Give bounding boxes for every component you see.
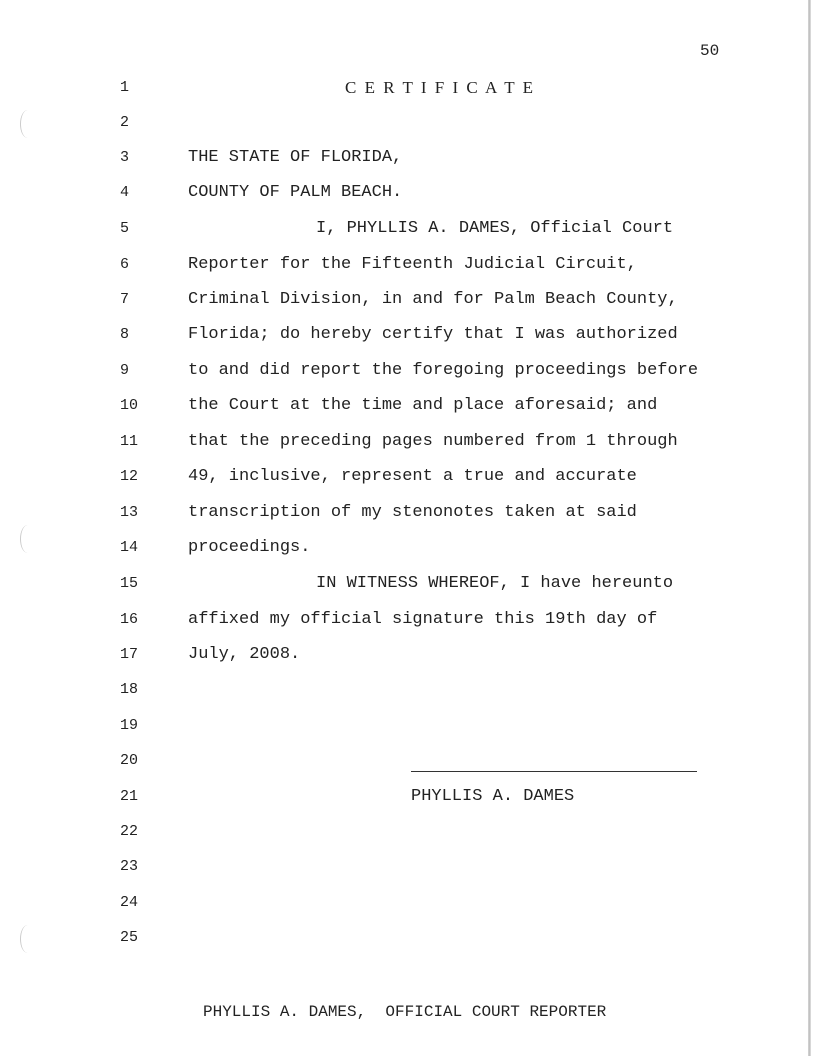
line-number: 11 xyxy=(120,433,139,450)
transcript-line: 49, inclusive, represent a true and accurate xyxy=(188,467,637,486)
line-number: 10 xyxy=(120,397,139,414)
transcript-line: Florida; do hereby certify that I was authorized xyxy=(188,325,678,344)
binder-hole-mark xyxy=(20,110,35,138)
line-number: 20 xyxy=(120,752,139,769)
line-number: 18 xyxy=(120,681,139,698)
binder-hole-mark xyxy=(20,925,35,953)
signer-name: PHYLLIS A. DAMES xyxy=(411,787,575,806)
line-number: 16 xyxy=(120,611,139,628)
line-number: 1 xyxy=(120,79,130,96)
line-number: 13 xyxy=(120,504,139,521)
transcript-line: July, 2008. xyxy=(188,645,301,664)
transcript-line: to and did report the foregoing proceedings before xyxy=(188,361,699,380)
certificate-heading: C E R T I F I C A T E xyxy=(345,78,536,97)
line-number: 4 xyxy=(120,184,130,201)
line-number: 17 xyxy=(120,646,139,663)
page-footer: PHYLLIS A. DAMES, OFFICIAL COURT REPORTER xyxy=(203,1003,607,1021)
line-number: 3 xyxy=(120,149,130,166)
line-number: 6 xyxy=(120,256,130,273)
line-number: 23 xyxy=(120,858,139,875)
transcript-line: Criminal Division, in and for Palm Beach County, xyxy=(188,290,678,309)
line-number: 21 xyxy=(120,788,139,805)
transcript-line: affixed my official signature this 19th day of xyxy=(188,610,658,629)
line-number: 8 xyxy=(120,326,130,343)
line-number: 5 xyxy=(120,220,130,237)
line-number: 14 xyxy=(120,539,139,556)
page-number: 50 xyxy=(700,42,720,60)
line-number: 9 xyxy=(120,362,130,379)
transcript-line: COUNTY OF PALM BEACH. xyxy=(188,183,403,202)
line-number: 2 xyxy=(120,114,130,131)
transcript-line: I, PHYLLIS A. DAMES, Official Court xyxy=(316,219,674,238)
transcript-line: IN WITNESS WHEREOF, I have hereunto xyxy=(316,574,674,593)
transcript-line: proceedings. xyxy=(188,538,311,557)
line-number: 22 xyxy=(120,823,139,840)
binder-hole-mark xyxy=(20,525,35,553)
line-number: 24 xyxy=(120,894,139,911)
line-number: 19 xyxy=(120,717,139,734)
line-number: 7 xyxy=(120,291,130,308)
transcript-line: that the preceding pages numbered from 1 through xyxy=(188,432,678,451)
page-edge-shadow xyxy=(808,0,811,1056)
transcript-line: the Court at the time and place aforesaid; and xyxy=(188,396,658,415)
transcript-line: Reporter for the Fifteenth Judicial Circuit, xyxy=(188,255,637,274)
transcript-line: transcription of my stenonotes taken at said xyxy=(188,503,637,522)
line-number: 25 xyxy=(120,929,139,946)
signature-line xyxy=(411,771,697,772)
line-number: 12 xyxy=(120,468,139,485)
transcript-line: THE STATE OF FLORIDA, xyxy=(188,148,403,167)
line-number: 15 xyxy=(120,575,139,592)
